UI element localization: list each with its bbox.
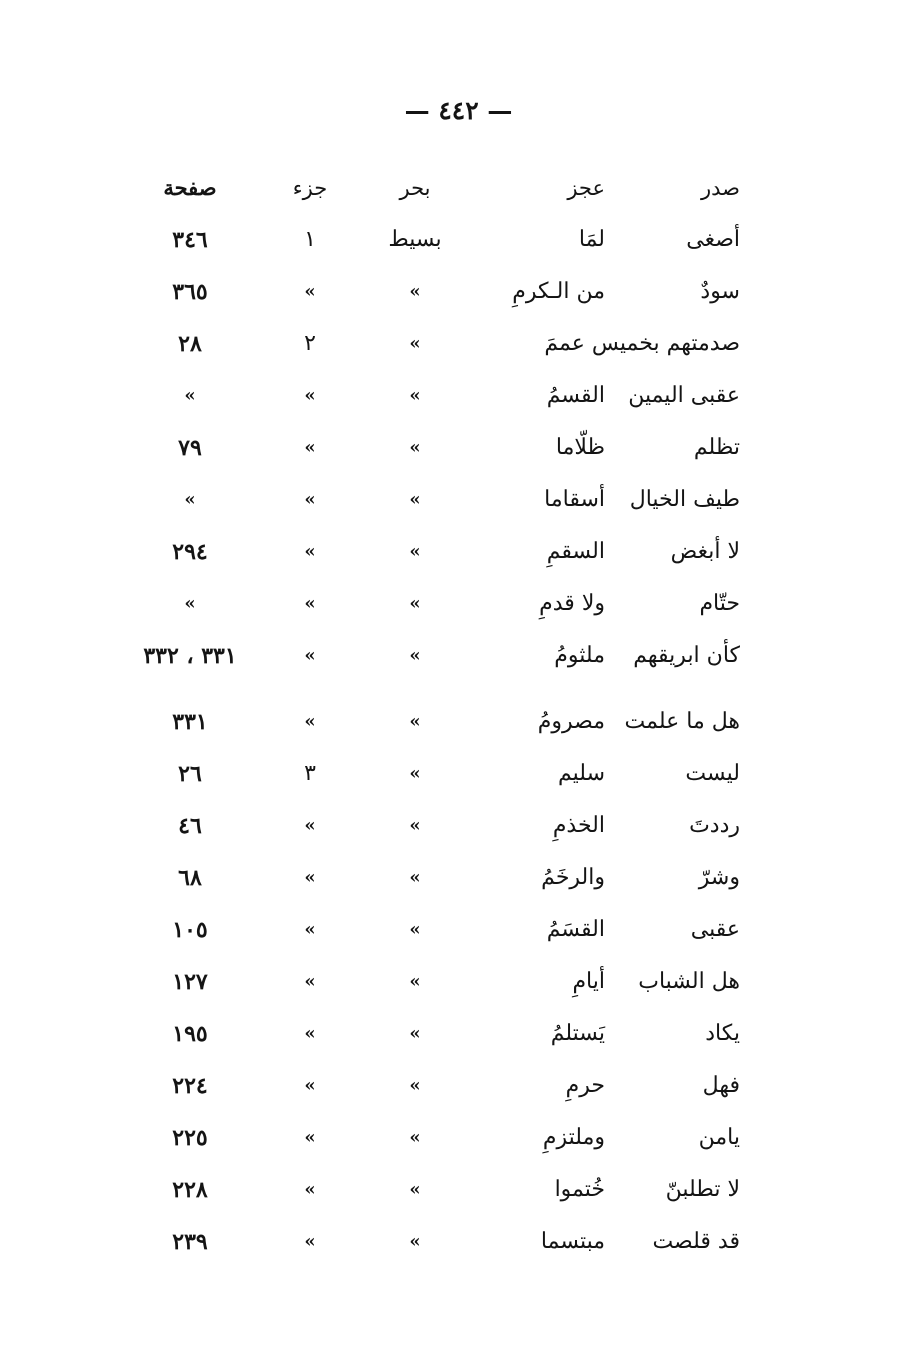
cell-sadr: عقبى اليمين (628, 383, 740, 408)
cell-ajuz: مصرومُ (537, 709, 605, 734)
table-row (120, 1112, 740, 1164)
cell-page: ٢٨ (178, 331, 202, 357)
cell-sadr: قد قلصت (652, 1229, 740, 1254)
table-row (120, 800, 740, 852)
header-bahr: بحر (399, 176, 431, 200)
cell-bahr: » (409, 1231, 421, 1252)
cell-juz: » (304, 489, 316, 510)
cell-ajuz: ملثومُ (554, 643, 605, 668)
cell-sadr: يكاد (705, 1021, 740, 1046)
cell-page: ٢٦ (178, 761, 202, 787)
cell-page: » (184, 593, 196, 614)
cell-juz: » (304, 1179, 316, 1200)
cell-bahr: » (409, 593, 421, 614)
cell-bahr: » (409, 489, 421, 510)
cell-page: ٣٣١ (172, 709, 208, 735)
header-sadr: صدر (701, 176, 740, 200)
cell-page: ٤٦ (178, 813, 202, 839)
cell-page: ١٢٧ (172, 969, 208, 995)
cell-sadr: هل الشباب (638, 969, 740, 994)
cell-juz: » (304, 281, 316, 302)
cell-juz: ١ (304, 227, 316, 252)
table-row (120, 1008, 740, 1060)
cell-ajuz: من الـكرمِ (512, 279, 605, 304)
header-juz: جزء (292, 176, 328, 200)
cell-page: ١٠٥ (172, 917, 208, 943)
cell-page: » (184, 489, 196, 510)
cell-bahr: » (409, 867, 421, 888)
cell-juz: » (304, 815, 316, 836)
cell-juz: » (304, 437, 316, 458)
table-row (120, 630, 740, 682)
table-row (120, 214, 740, 266)
cell-page: ٣٤٦ (172, 227, 208, 253)
cell-ajuz: ولا قدمِ (539, 591, 605, 616)
cell-page: ٢٩٤ (172, 539, 208, 565)
cell-ajuz: مبتسما (540, 1229, 605, 1254)
cell-bahr: » (409, 763, 421, 784)
cell-sadr: رددتَ (689, 813, 740, 838)
cell-sadr: عقبى (690, 917, 740, 942)
cell-page: ٦٨ (178, 865, 202, 891)
table-row (120, 1060, 740, 1112)
cell-sadr: يامن (698, 1125, 740, 1150)
cell-bahr: » (409, 437, 421, 458)
cell-ajuz: لمَا (578, 227, 605, 252)
cell-juz: » (304, 593, 316, 614)
cell-sadr: لا أبغض (670, 539, 740, 564)
cell-ajuz: الخذمِ (552, 813, 605, 838)
cell-ajuz: والرخَمُ (541, 865, 605, 890)
table-row (120, 1164, 740, 1216)
verse-index-table (120, 162, 740, 1268)
table-row (120, 474, 740, 526)
header-page: صفحة (163, 175, 217, 200)
row-spacer (120, 682, 740, 696)
table-header (120, 162, 740, 214)
cell-juz: » (304, 971, 316, 992)
cell-ajuz: القسَمُ (546, 917, 605, 942)
cell-sadr: صدمتهم بخميس عممَ (544, 331, 740, 356)
cell-ajuz: حرمِ (565, 1073, 605, 1098)
table-row (120, 370, 740, 422)
cell-juz: » (304, 385, 316, 406)
cell-juz: » (304, 541, 316, 562)
cell-juz: » (304, 1127, 316, 1148)
cell-page: ٣٣١ ، ٣٣٢ (143, 643, 237, 669)
table-row (120, 1216, 740, 1268)
table-row (120, 526, 740, 578)
cell-ajuz: أسقاما (544, 487, 605, 512)
cell-juz: » (304, 919, 316, 940)
cell-bahr: » (409, 971, 421, 992)
cell-sadr: حتّام (699, 591, 740, 616)
cell-bahr: » (409, 1023, 421, 1044)
cell-ajuz: سليم (558, 761, 605, 786)
cell-bahr: » (409, 919, 421, 940)
cell-juz: » (304, 645, 316, 666)
cell-page: ١٩٥ (172, 1021, 208, 1047)
cell-juz: ٣ (304, 761, 316, 786)
cell-bahr: » (409, 541, 421, 562)
cell-juz: » (304, 711, 316, 732)
cell-ajuz: ظلّاما (555, 435, 605, 460)
cell-ajuz: السقمِ (546, 539, 605, 564)
table-row (120, 422, 740, 474)
cell-bahr: » (409, 385, 421, 406)
cell-bahr: » (409, 1179, 421, 1200)
cell-sadr: سودٌ (700, 279, 740, 304)
cell-sadr: طيف الخيال (629, 487, 740, 512)
cell-bahr: » (409, 333, 421, 354)
header-ajuz: عجز (567, 176, 605, 200)
cell-sadr: أصغى (686, 227, 740, 252)
cell-sadr: تظلم (693, 435, 740, 460)
cell-bahr: » (409, 815, 421, 836)
cell-bahr: بسيط (388, 227, 442, 252)
cell-page: ٣٦٥ (172, 279, 208, 305)
cell-sadr: لا تطلبنّ (665, 1177, 740, 1202)
cell-ajuz: أيامِ (572, 969, 605, 994)
table-row (120, 318, 740, 370)
cell-sadr: فهل (702, 1073, 740, 1098)
cell-bahr: » (409, 1075, 421, 1096)
table-body (120, 214, 740, 1268)
table-row (120, 266, 740, 318)
cell-page: ٢٢٤ (172, 1073, 208, 1099)
table-row (120, 904, 740, 956)
table-row (120, 748, 740, 800)
cell-sadr: ليست (685, 761, 740, 786)
cell-page: ٢٣٩ (172, 1229, 208, 1255)
page-number: — ٤٤٢ — (404, 96, 513, 125)
cell-juz: » (304, 1075, 316, 1096)
cell-sadr: كأن ابريقهم (633, 643, 740, 668)
cell-page: ٢٢٨ (172, 1177, 208, 1203)
cell-bahr: » (409, 1127, 421, 1148)
cell-ajuz: القسمُ (546, 383, 605, 408)
cell-juz: » (304, 1231, 316, 1252)
cell-page: » (184, 385, 196, 406)
cell-juz: » (304, 1023, 316, 1044)
cell-sadr: وشرّ (698, 865, 740, 890)
table-row (120, 578, 740, 630)
cell-juz: » (304, 867, 316, 888)
cell-sadr: هل ما علمت (624, 709, 740, 734)
table-row (120, 852, 740, 904)
cell-ajuz: يَستلمُ (550, 1021, 605, 1046)
table-row (120, 696, 740, 748)
cell-bahr: » (409, 645, 421, 666)
cell-ajuz (475, 318, 605, 370)
cell-bahr: » (409, 281, 421, 302)
cell-ajuz: خُتموا (554, 1177, 605, 1202)
cell-page: ٢٢٥ (172, 1125, 208, 1151)
cell-juz: ٢ (304, 331, 316, 356)
cell-page: ٧٩ (178, 435, 202, 461)
cell-ajuz: وملتزمِ (542, 1125, 605, 1150)
cell-bahr: » (409, 711, 421, 732)
table-row (120, 956, 740, 1008)
